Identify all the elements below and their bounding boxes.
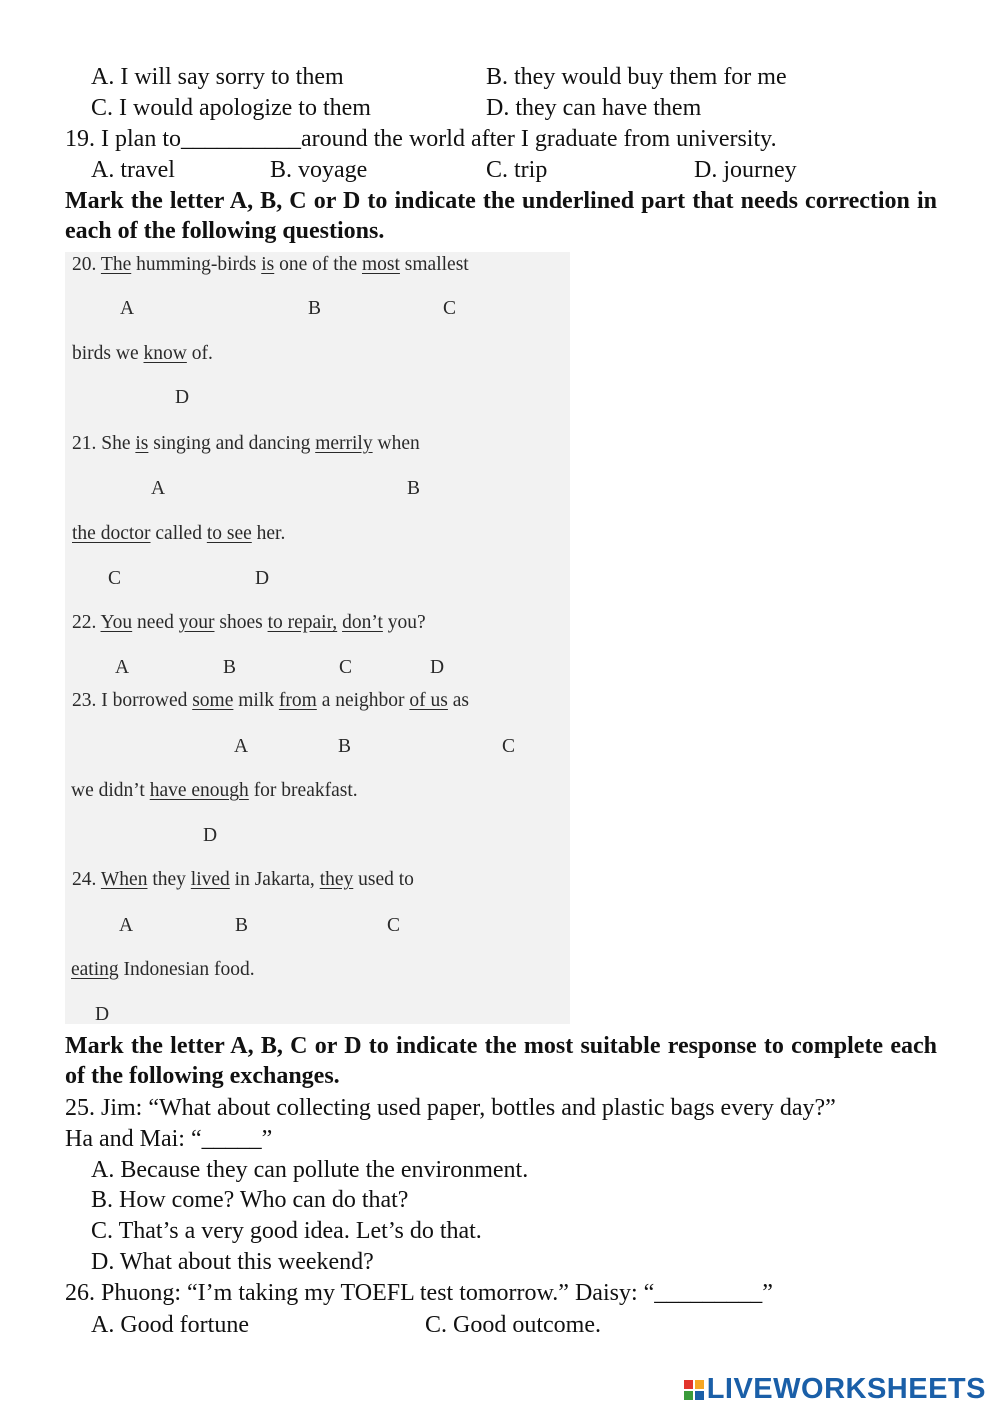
q23-number: 23. I borrowed xyxy=(72,690,188,711)
q22-label-b: B xyxy=(223,657,237,678)
q20-underlined-c: most xyxy=(361,254,400,275)
q26-option-c: C. Good outcome. xyxy=(425,1312,601,1338)
q21-underlined-a: is xyxy=(135,433,149,454)
q23-underlined-a: some xyxy=(192,690,234,711)
logo-square xyxy=(695,1380,704,1389)
q24-label-d: D xyxy=(95,1004,110,1025)
q20-line2 xyxy=(72,343,213,365)
q22-label-c: C xyxy=(339,657,353,678)
q20-label-c: C xyxy=(443,298,457,319)
q24-text: Indonesian food. xyxy=(123,959,255,980)
liveworksheets-brand xyxy=(684,1373,986,1406)
logo-square xyxy=(684,1380,693,1389)
q24-label-a: A xyxy=(119,915,134,936)
q21-line2 xyxy=(72,523,285,545)
q24-label-b: B xyxy=(235,915,249,936)
q19-option-d: D. journey xyxy=(694,157,797,183)
q20-text: humming-birds xyxy=(136,254,257,275)
q21-label-d: D xyxy=(255,568,270,589)
q20-text: smallest xyxy=(404,254,469,275)
q21-label-c: C xyxy=(108,568,122,589)
q26-stem: 26. Phuong: “I’m taking my TOEFL test tomorrow.” Daisy: “_________” xyxy=(65,1280,773,1306)
q23-label-d: D xyxy=(203,825,218,846)
q21-label-a: A xyxy=(151,478,166,499)
q22-underlined-d: don’t xyxy=(342,612,383,633)
q24-underlined-c: they xyxy=(319,869,354,890)
q21-label-b: B xyxy=(407,478,421,499)
q25-stem-line2: Ha and Mai: “_____” xyxy=(65,1126,273,1152)
q23-text: we didn’t xyxy=(71,780,145,801)
q20-underlined-d: know xyxy=(143,343,187,364)
liveworksheets-logo-icon xyxy=(684,1380,704,1400)
q20-number: 20. xyxy=(72,254,97,275)
q23-line2 xyxy=(71,780,358,802)
q22-label-d: D xyxy=(430,657,445,678)
q22-label-a: A xyxy=(115,657,130,678)
q22-text: need xyxy=(137,612,174,633)
q25-option-d: D. What about this weekend? xyxy=(91,1249,374,1275)
q24-underlined-b: lived xyxy=(190,869,230,890)
q19-option-b: B. voyage xyxy=(270,157,368,183)
q23-text: for breakfast. xyxy=(253,780,358,801)
q21-line1 xyxy=(72,433,420,455)
q24-line1 xyxy=(72,869,414,891)
q20-label-a: A xyxy=(120,298,135,319)
q20-text: one of the xyxy=(279,254,358,275)
q24-text: used to xyxy=(358,869,414,890)
q24-text: in Jakarta, xyxy=(234,869,315,890)
section-heading-response: Mark the letter A, B, C or D to indicate the most suitable response to complete each of the following exchanges. xyxy=(65,1033,937,1089)
q23-text: a neighbor xyxy=(321,690,405,711)
q23-label-a: A xyxy=(234,736,249,757)
q21-text: singing and dancing xyxy=(153,433,311,454)
q25-option-b: B. How come? Who can do that? xyxy=(91,1187,409,1213)
q20-underlined-a: The xyxy=(100,254,132,275)
q22-text: shoes xyxy=(219,612,263,633)
q20-label-d: D xyxy=(175,387,190,408)
q23-label-c: C xyxy=(502,736,516,757)
q18-option-c: C. I would apologize to them xyxy=(91,95,371,121)
q21-text: her. xyxy=(256,523,286,544)
q19-stem: 19. I plan to__________around the world after I graduate from university. xyxy=(65,126,777,152)
q24-underlined-a: When xyxy=(100,869,148,890)
q23-text: milk xyxy=(238,690,275,711)
q20-line1 xyxy=(72,254,469,276)
q22-number: 22. xyxy=(72,612,97,633)
q21-underlined-d: to see xyxy=(206,523,252,544)
q23-line1 xyxy=(72,690,469,712)
q23-underlined-d: have enough xyxy=(149,780,249,801)
q25-option-a: A. Because they can pollute the environment. xyxy=(91,1157,529,1183)
q26-option-a: A. Good fortune xyxy=(91,1312,249,1338)
q23-underlined-b: from xyxy=(278,690,317,711)
logo-square xyxy=(684,1391,693,1400)
q19-option-a: A. travel xyxy=(91,157,175,183)
q24-underlined-d: eating xyxy=(71,959,119,980)
q21-number: 21. She xyxy=(72,433,131,454)
q24-label-c: C xyxy=(387,915,401,936)
q25-stem-line1: 25. Jim: “What about collecting used paper, bottles and plastic bags every day?” xyxy=(65,1095,836,1121)
q21-underlined-b: merrily xyxy=(315,433,373,454)
q22-underlined-a: You xyxy=(100,612,133,633)
q18-option-d: D. they can have them xyxy=(486,95,702,121)
q22-underlined-c: to repair, xyxy=(267,612,338,633)
q22-text: you? xyxy=(387,612,426,633)
q24-text: they xyxy=(152,869,186,890)
scanned-questions-image xyxy=(65,252,570,1024)
q22-underlined-b: your xyxy=(178,612,215,633)
liveworksheets-wordmark: LIVEWORKSHEETS xyxy=(706,1373,986,1405)
q23-text: as xyxy=(452,690,470,711)
q18-option-a: A. I will say sorry to them xyxy=(91,64,344,90)
q23-label-b: B xyxy=(338,736,352,757)
q20-label-b: B xyxy=(308,298,322,319)
q24-line2 xyxy=(71,959,255,981)
q21-underlined-c: the doctor xyxy=(72,523,151,544)
q20-text: birds we xyxy=(72,343,139,364)
q20-underlined-b: is xyxy=(261,254,275,275)
q25-option-c: C. That’s a very good idea. Let’s do that. xyxy=(91,1218,482,1244)
section-heading-correction: Mark the letter A, B, C or D to indicate the underlined part that needs correction in each of the following questions. xyxy=(65,188,937,244)
q22-line1 xyxy=(72,612,426,634)
q20-text: of. xyxy=(191,343,213,364)
q18-option-b: B. they would buy them for me xyxy=(486,64,787,90)
q21-text: when xyxy=(377,433,420,454)
q19-option-c: C. trip xyxy=(486,157,548,183)
q24-number: 24. xyxy=(72,869,97,890)
q23-underlined-c: of us xyxy=(409,690,448,711)
q21-text: called xyxy=(155,523,202,544)
logo-square xyxy=(695,1391,704,1400)
